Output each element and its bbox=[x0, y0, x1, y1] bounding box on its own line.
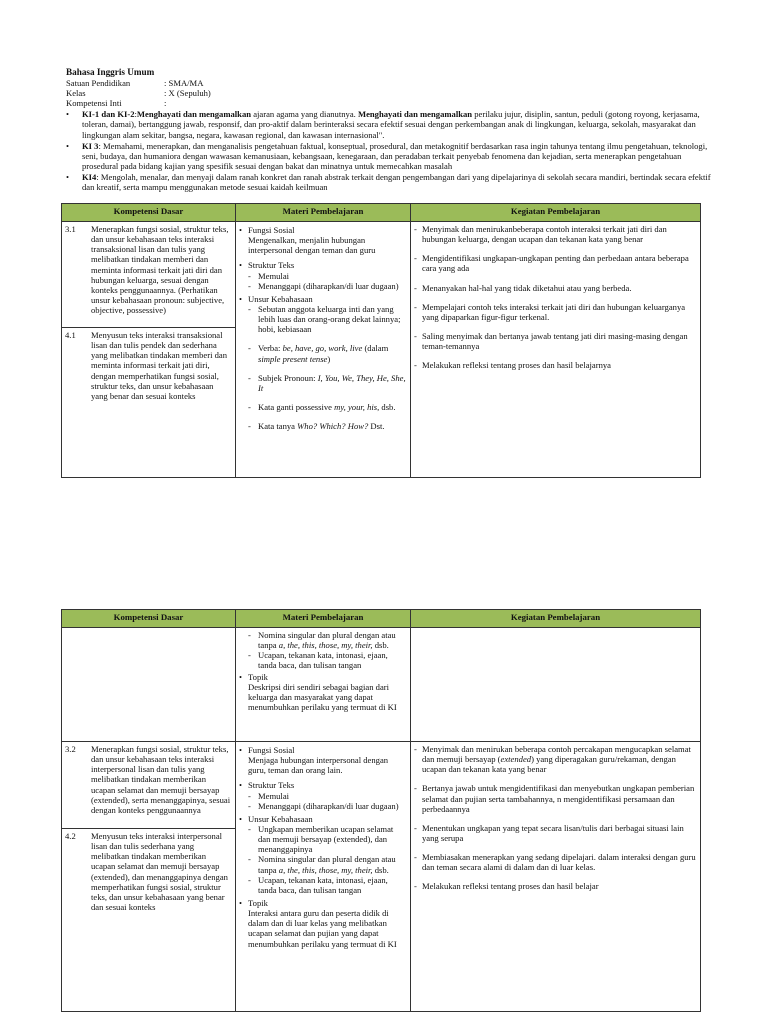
syllabus-table-2 bbox=[61, 609, 701, 1012]
list-item: - Saling menyimak dan bertanya jawab tentang jati diri masing-masing dengan teman-temannya bbox=[414, 330, 688, 352]
bullet-icon: • bbox=[239, 293, 243, 304]
bullet-icon: • bbox=[239, 745, 243, 755]
kegiatan-cell bbox=[411, 742, 701, 1012]
field-row bbox=[66, 78, 716, 88]
bullet-icon: • bbox=[239, 671, 243, 682]
kegiatan-cell bbox=[411, 222, 701, 478]
bullet-icon: • bbox=[239, 780, 243, 791]
list-item: - Melakukan refleksi tentang proses dan hasil belajarnya bbox=[414, 360, 611, 371]
document-header bbox=[66, 67, 716, 192]
column-header: Kompetensi Dasar bbox=[62, 204, 236, 222]
ki-item: • KI4: Mengolah, menalar, dan menyaji dalam ranah konkret dan ranah abstrak terkait dengan pengembangan dari yang dipelajarinya di sekolah secara mandiri, bertindak secara efektif dan kreatif, serta mampu menggunakan metode sesuai kaidah keilmuan bbox=[66, 172, 711, 193]
field-label: Kompetensi Inti bbox=[66, 98, 122, 109]
column-header: Kompetensi Dasar bbox=[62, 610, 236, 628]
list-item: - Menyimak dan menirukan beberapa contoh percakapan mengucapkan selamat dan memuji bersayap (extended) yang diperagakan guru/rekaman, dengan ucapan dan tekanan kata yang benar bbox=[414, 744, 691, 775]
kd-item: 4.1 Menyusun teks interaksi transaksional lisan dan tulis pendek dan sederhana yang melibatkan tindakan memberi dan meminta informasi terkait jati diri, dengan memperhatikan fungsi sosial, struktur teks, dan unsur kebahasaan yang benar dan sesuai konteks bbox=[62, 327, 235, 403]
field-label: Kelas bbox=[66, 88, 86, 98]
list-item: - Mempelajari contoh teks interaksi terkait jati diri dan hubungan keluarganya yang dipaparkan figur-figur terkenal. bbox=[414, 301, 686, 322]
kd-item: 3.2 Menerapkan fungsi sosial, struktur teks, dan unsur kebahasaan teks interaksi interpersonal lisan dan tulis yang melibatkan tindakan memberikan ucapan selamat dan memuji bersayap (extended), serta menanggapinya, sesuai dengan konteks penggunaannya bbox=[65, 744, 231, 815]
syllabus-table-1 bbox=[61, 203, 701, 478]
list-item: - Melakukan refleksi tentang proses dan hasil belajar bbox=[414, 881, 599, 892]
field-row bbox=[66, 98, 716, 108]
field-value: : bbox=[164, 98, 167, 109]
field-value: : SMA/MA bbox=[164, 77, 204, 88]
bullet-icon: • bbox=[239, 897, 243, 908]
field-row bbox=[66, 88, 716, 98]
bullet-icon: • bbox=[239, 260, 243, 271]
materi-cell: - Nomina singular dan plural dengan atau tanpa a, the, this, those, my, their, dsb. - Ucapan, tekanan kata, intonasi, ejaan, tanda baca, dan tulisan tangan • Topik Deskripsi diri sendiri sebagai bagian dari keluarga dan masyarakat yang dapat menumbuhkan perilaku yang termuat di KI bbox=[236, 628, 411, 742]
materi-cell: • Fungsi Sosial Menjaga hubungan interpersonal dengan guru, teman dan orang lain. • Struktur Teks - Memulai - Menanggapi (diharapkan/di luar dugaan) • Unsur Kebahasaan - Ungkapan memberikan ucapan selamat dan memuji bersayap (extended), dan menanggapinya - Nomina singular dan plural dengan atau tanpa a, the, this, those, my, their, dsb. - Ucapan, tekanan kata, intonasi, ejaan, tanda baca, dan tulisan tangan • Topik Interaksi antara guru dan peserta didik di dalam dan di luar kelas yang melibatkan ucapan selamat dan pujian yang dapat menumbuhkan perilaku yang termuat di KI bbox=[236, 742, 411, 1012]
kegiatan-cell bbox=[411, 628, 701, 742]
kd-item: 3.1 Menerapkan fungsi sosial, struktur teks, dan unsur kebahasaan teks interaksi transaksional lisan dan tulis yang melibatkan tindakan memberi dan meminta informasi terkait jati diri dan hubungan keluarga, sesuai dengan konteks penggunaannya. (Perhatikan unsur kebahasaan pronoun: subjective, objective, possessive) bbox=[65, 224, 229, 316]
ki-item: • KI 3: Memahami, menerapkan, dan menganalisis pengetahuan faktual, konseptual, prosedural, dan metakognitif berdasarkan rasa ingin tahunya tentang ilmu pengetahuan, teknologi, seni, budaya, dan humaniora dengan wawasan kemanusiaan, kebangsaan, kenegaraan, dan peradaban terkait penyebab fenomena dan kejadian, serta menerapkan pengetahuan prosedural pada bidang kajian yang spesifik sesuai dengan bakat dan minatnya untuk memecahkan masalah bbox=[66, 140, 708, 171]
kd-item: 4.2 Menyusun teks interaksi interpersonal lisan dan tulis sederhana yang melibatkan tindakan memberikan ucapan selamat dan memuji bersayap (extended), dan menanggapinya dengan memperhatikan fungsi sosial, struktur teks, dan unsur kebahasaan yang benar dan sesuai konteks bbox=[62, 828, 235, 914]
column-header: Kegiatan Pembelajaran bbox=[411, 204, 701, 222]
list-item: - Mengidentifikasi ungkapan-ungkapan penting dan perbedaan antara beberapa cara yang ada bbox=[414, 253, 689, 274]
list-item: - Menyimak dan menirukanbeberapa contoh interaksi terkait jati diri dan hubungan keluarga, dengan ucapan dan tekanan kata yang benar bbox=[414, 224, 667, 245]
bullet-icon: • bbox=[66, 109, 70, 120]
field-value: : X (Sepuluh) bbox=[164, 88, 211, 98]
list-item: - Membiasakan menerapkan yang sedang dipelajari. dalam interaksi dengan guru dan teman secara alami di dalam dan di luar kelas. bbox=[414, 852, 696, 873]
subject-title: Bahasa Inggris Umum bbox=[66, 67, 155, 77]
kd-cell bbox=[62, 222, 236, 478]
column-header: Materi Pembelajaran bbox=[236, 204, 411, 222]
materi-cell: • Fungsi Sosial Mengenalkan, menjalin hubungan interpersonal dengan teman dan guru • Struktur Teks - Memulai - Menanggapi (diharapkan/di luar dugaan) • Unsur Kebahasaan - Sebutan anggota keluarga inti dan yang lebih luas dan orang-orang dekat lainnya; hobi, kebiasaan - Verba: be, have, go, work, live (dalam simple present tense) - Subjek Pronoun: I, You, We, They, He, She, It - Kata ganti possessive my, your, his, dsb. - Kata tanya Who? Which? How? Dst. bbox=[236, 222, 411, 478]
list-item: - Bertanya jawab untuk mengidentifikasi dan menyebutkan ungkapan pemberian selamat dan pujian serta tambahannya, n mengidentifikasi persamaan dan perbedaannya bbox=[414, 783, 695, 814]
bullet-icon: • bbox=[66, 140, 70, 151]
kd-cell bbox=[62, 628, 236, 742]
column-header: Kegiatan Pembelajaran bbox=[411, 610, 701, 628]
list-item: - Menentukan ungkapan yang tepat secara lisan/tulis dari berbagai situasi lain yang serupa bbox=[414, 822, 684, 843]
bullet-icon: • bbox=[239, 813, 243, 824]
field-label: Satuan Pendidikan bbox=[66, 77, 131, 88]
column-header: Materi Pembelajaran bbox=[236, 610, 411, 628]
bullet-icon: • bbox=[66, 172, 70, 183]
kd-cell bbox=[62, 742, 236, 1012]
ki-item: • KI-1 dan KI-2:Menghayati dan mengamalkan ajaran agama yang dianutnya. Menghayati dan mengamalkan perilaku jujur, disiplin, santun, peduli (gotong royong, kerjasama, toleran, damai), bertanggung jawab, responsif, dan pro-aktif dalam berinteraksi secara efektif sesuai dengan perkembangan anak di lingkungan, keluarga, sekolah, masyarakat dan lingkungan alam sekitar, bangsa, negara, kawasan regional, dan kawasan internasional". bbox=[66, 109, 700, 140]
list-item: - Menanyakan hal-hal yang tidak diketahui atau yang berbeda. bbox=[414, 282, 632, 293]
bullet-icon: • bbox=[239, 225, 243, 235]
